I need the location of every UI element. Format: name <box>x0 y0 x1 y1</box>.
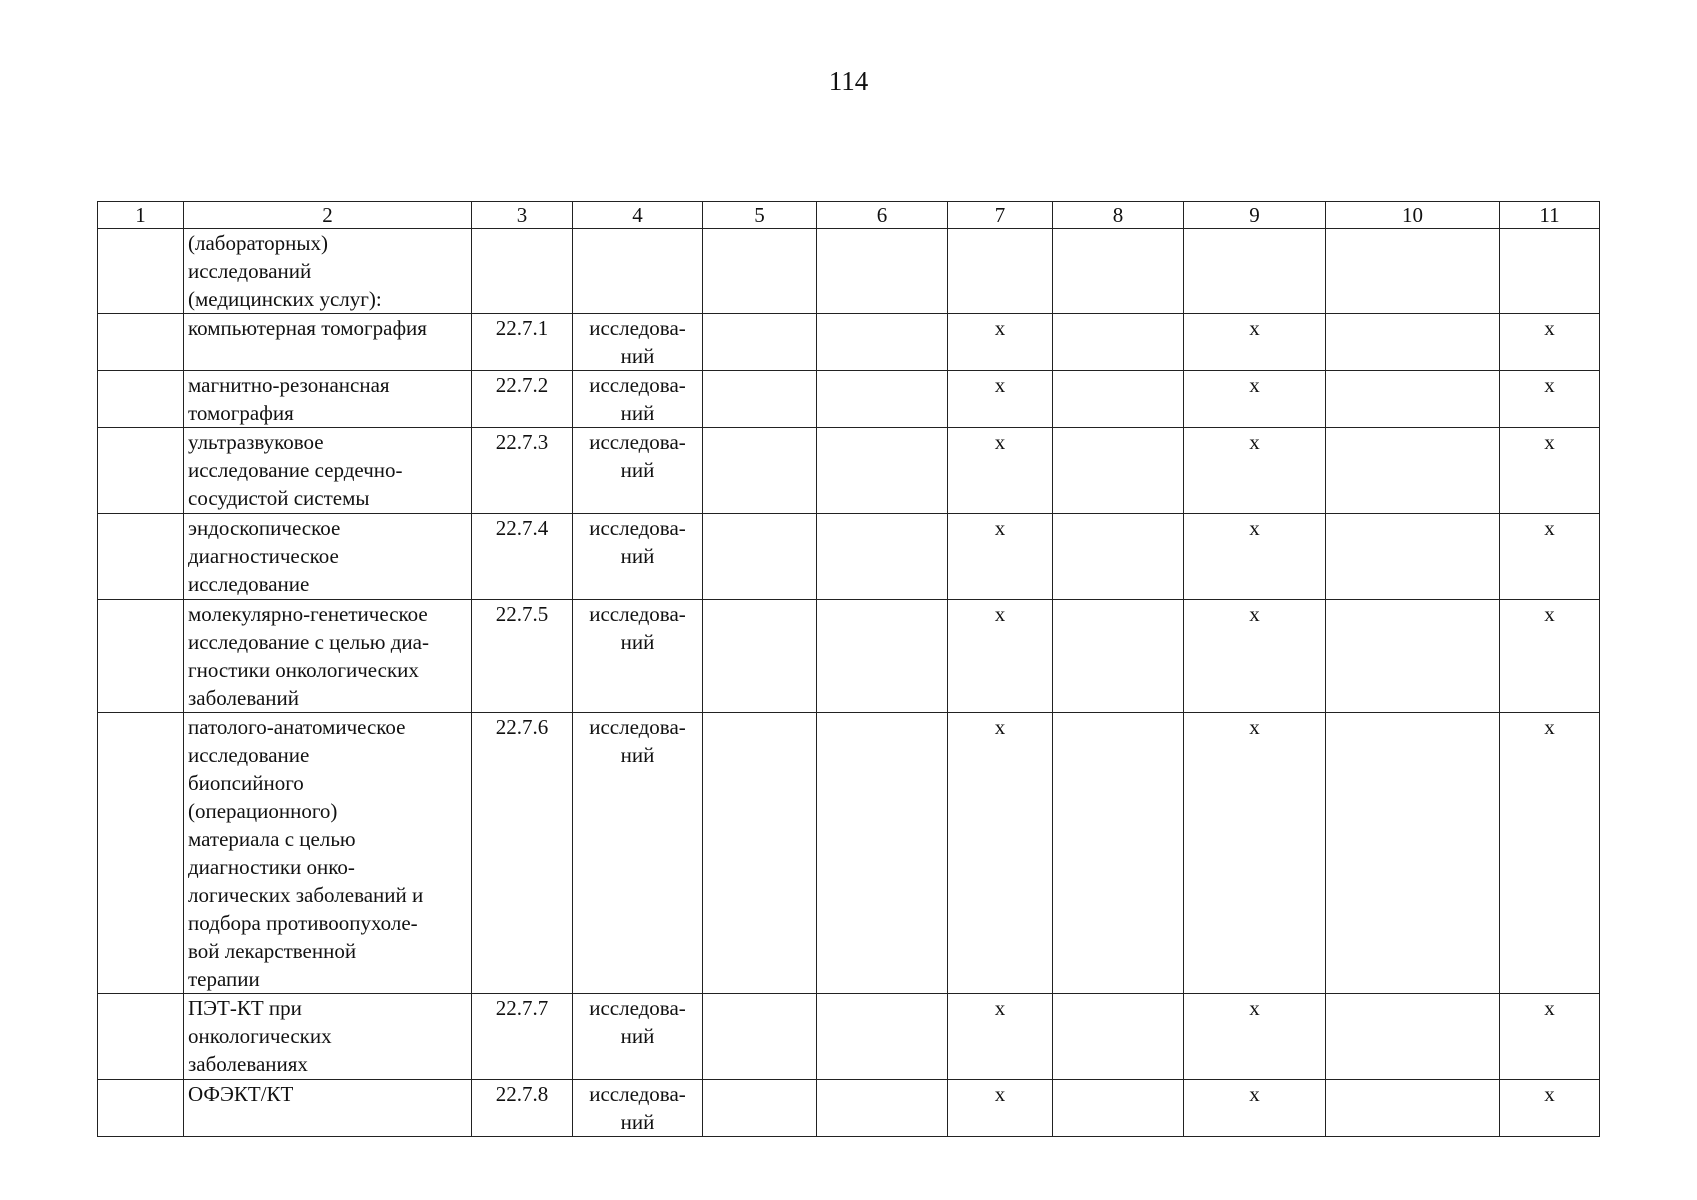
code-cell: 22.7.5 <box>472 600 573 713</box>
row-cell-col8 <box>1053 600 1184 713</box>
service-name-cell: молекулярно-генетическое исследование с целью диа- гностики онкологических заболеваний <box>184 600 472 713</box>
row-cell-col6 <box>817 600 948 713</box>
unit-cell <box>573 229 703 314</box>
code-cell: 22.7.3 <box>472 428 573 514</box>
mark-cell-col9: x <box>1184 1080 1326 1137</box>
mark-cell-col7: x <box>948 314 1053 371</box>
mark-cell-col11: x <box>1500 428 1600 514</box>
column-number: 11 <box>1500 202 1600 229</box>
table-row <box>98 600 1600 713</box>
row-cell-col5 <box>703 713 817 994</box>
column-number: 7 <box>948 202 1053 229</box>
row-cell-col6 <box>817 314 948 371</box>
row-cell-col6 <box>817 371 948 428</box>
code-cell: 22.7.4 <box>472 514 573 600</box>
row-cell-col5 <box>703 428 817 514</box>
row-cell-col6 <box>817 514 948 600</box>
code-cell: 22.7.6 <box>472 713 573 994</box>
mark-cell-col11: x <box>1500 371 1600 428</box>
row-cell-col1 <box>98 713 184 994</box>
row-cell-col6 <box>817 229 948 314</box>
service-name-cell: компьютерная томография <box>184 314 472 371</box>
row-cell-col1 <box>98 600 184 713</box>
unit-cell: исследова- ний <box>573 994 703 1080</box>
mark-cell-col7: x <box>948 600 1053 713</box>
table-row <box>98 514 1600 600</box>
row-cell-col1 <box>98 371 184 428</box>
table-row <box>98 371 1600 428</box>
row-cell-col8 <box>1053 314 1184 371</box>
column-number: 2 <box>184 202 472 229</box>
row-cell-col1 <box>98 314 184 371</box>
row-cell-col5 <box>703 314 817 371</box>
service-name-cell: эндоскопическое диагностическое исследование <box>184 514 472 600</box>
mark-cell-col9: x <box>1184 314 1326 371</box>
row-cell-col10 <box>1326 514 1500 600</box>
row-cell-col8 <box>1053 371 1184 428</box>
mark-cell-col11: x <box>1500 713 1600 994</box>
data-table <box>97 201 1600 1137</box>
mark-cell-col9: x <box>1184 713 1326 994</box>
column-number: 5 <box>703 202 817 229</box>
mark-cell-col11: x <box>1500 1080 1600 1137</box>
code-cell: 22.7.7 <box>472 994 573 1080</box>
mark-cell-col7: x <box>948 514 1053 600</box>
table-row <box>98 229 1600 314</box>
mark-cell-col11 <box>1500 229 1600 314</box>
row-cell-col8 <box>1053 229 1184 314</box>
mark-cell-col9: x <box>1184 428 1326 514</box>
service-name-cell: ПЭТ-КТ при онкологических заболеваниях <box>184 994 472 1080</box>
service-name-cell: магнитно-резонансная томография <box>184 371 472 428</box>
row-cell-col1 <box>98 1080 184 1137</box>
row-cell-col5 <box>703 994 817 1080</box>
table-row <box>98 428 1600 514</box>
row-cell-col10 <box>1326 713 1500 994</box>
code-cell: 22.7.2 <box>472 371 573 428</box>
unit-cell: исследова- ний <box>573 1080 703 1137</box>
row-cell-col8 <box>1053 994 1184 1080</box>
row-cell-col8 <box>1053 713 1184 994</box>
row-cell-col5 <box>703 600 817 713</box>
row-cell-col1 <box>98 994 184 1080</box>
row-cell-col6 <box>817 1080 948 1137</box>
row-cell-col5 <box>703 1080 817 1137</box>
mark-cell-col9: x <box>1184 514 1326 600</box>
service-name-cell: ОФЭКТ/КТ <box>184 1080 472 1137</box>
mark-cell-col7: x <box>948 1080 1053 1137</box>
row-cell-col8 <box>1053 514 1184 600</box>
row-cell-col1 <box>98 229 184 314</box>
service-name-cell: (лабораторных) исследований (медицинских услуг): <box>184 229 472 314</box>
page-number: 114 <box>828 66 869 96</box>
table-row <box>98 1080 1600 1137</box>
column-number: 9 <box>1184 202 1326 229</box>
unit-cell: исследова- ний <box>573 371 703 428</box>
unit-cell: исследова- ний <box>573 428 703 514</box>
row-cell-col10 <box>1326 600 1500 713</box>
mark-cell-col11: x <box>1500 600 1600 713</box>
code-cell <box>472 229 573 314</box>
mark-cell-col11: x <box>1500 514 1600 600</box>
column-number: 8 <box>1053 202 1184 229</box>
column-number: 3 <box>472 202 573 229</box>
code-cell: 22.7.8 <box>472 1080 573 1137</box>
row-cell-col5 <box>703 229 817 314</box>
row-cell-col10 <box>1326 428 1500 514</box>
row-cell-col1 <box>98 428 184 514</box>
table-row <box>98 314 1600 371</box>
mark-cell-col9: x <box>1184 371 1326 428</box>
column-number: 10 <box>1326 202 1500 229</box>
row-cell-col8 <box>1053 428 1184 514</box>
column-number: 6 <box>817 202 948 229</box>
row-cell-col6 <box>817 994 948 1080</box>
service-name-cell: патолого-анатомическое исследование биопсийного (операционного) материала с целью диагностики онко- логических заболеваний и подбора противоопухоле- вой лекарственной терапии <box>184 713 472 994</box>
row-cell-col10 <box>1326 994 1500 1080</box>
mark-cell-col11: x <box>1500 994 1600 1080</box>
table-header-row <box>98 202 1600 229</box>
mark-cell-col7: x <box>948 371 1053 428</box>
mark-cell-col9 <box>1184 229 1326 314</box>
row-cell-col8 <box>1053 1080 1184 1137</box>
row-cell-col1 <box>98 514 184 600</box>
mark-cell-col9: x <box>1184 600 1326 713</box>
mark-cell-col7: x <box>948 428 1053 514</box>
code-cell: 22.7.1 <box>472 314 573 371</box>
table-row <box>98 994 1600 1080</box>
row-cell-col10 <box>1326 371 1500 428</box>
unit-cell: исследова- ний <box>573 314 703 371</box>
row-cell-col6 <box>817 713 948 994</box>
column-number: 4 <box>573 202 703 229</box>
row-cell-col5 <box>703 371 817 428</box>
unit-cell: исследова- ний <box>573 514 703 600</box>
row-cell-col5 <box>703 514 817 600</box>
mark-cell-col7: x <box>948 713 1053 994</box>
mark-cell-col7 <box>948 229 1053 314</box>
mark-cell-col7: x <box>948 994 1053 1080</box>
row-cell-col10 <box>1326 314 1500 371</box>
row-cell-col10 <box>1326 1080 1500 1137</box>
table-body <box>98 202 1600 1137</box>
column-number: 1 <box>98 202 184 229</box>
mark-cell-col11: x <box>1500 314 1600 371</box>
table-row <box>98 713 1600 994</box>
row-cell-col10 <box>1326 229 1500 314</box>
mark-cell-col9: x <box>1184 994 1326 1080</box>
unit-cell: исследова- ний <box>573 713 703 994</box>
unit-cell: исследова- ний <box>573 600 703 713</box>
service-name-cell: ультразвуковое исследование сердечно- сосудистой системы <box>184 428 472 514</box>
row-cell-col6 <box>817 428 948 514</box>
